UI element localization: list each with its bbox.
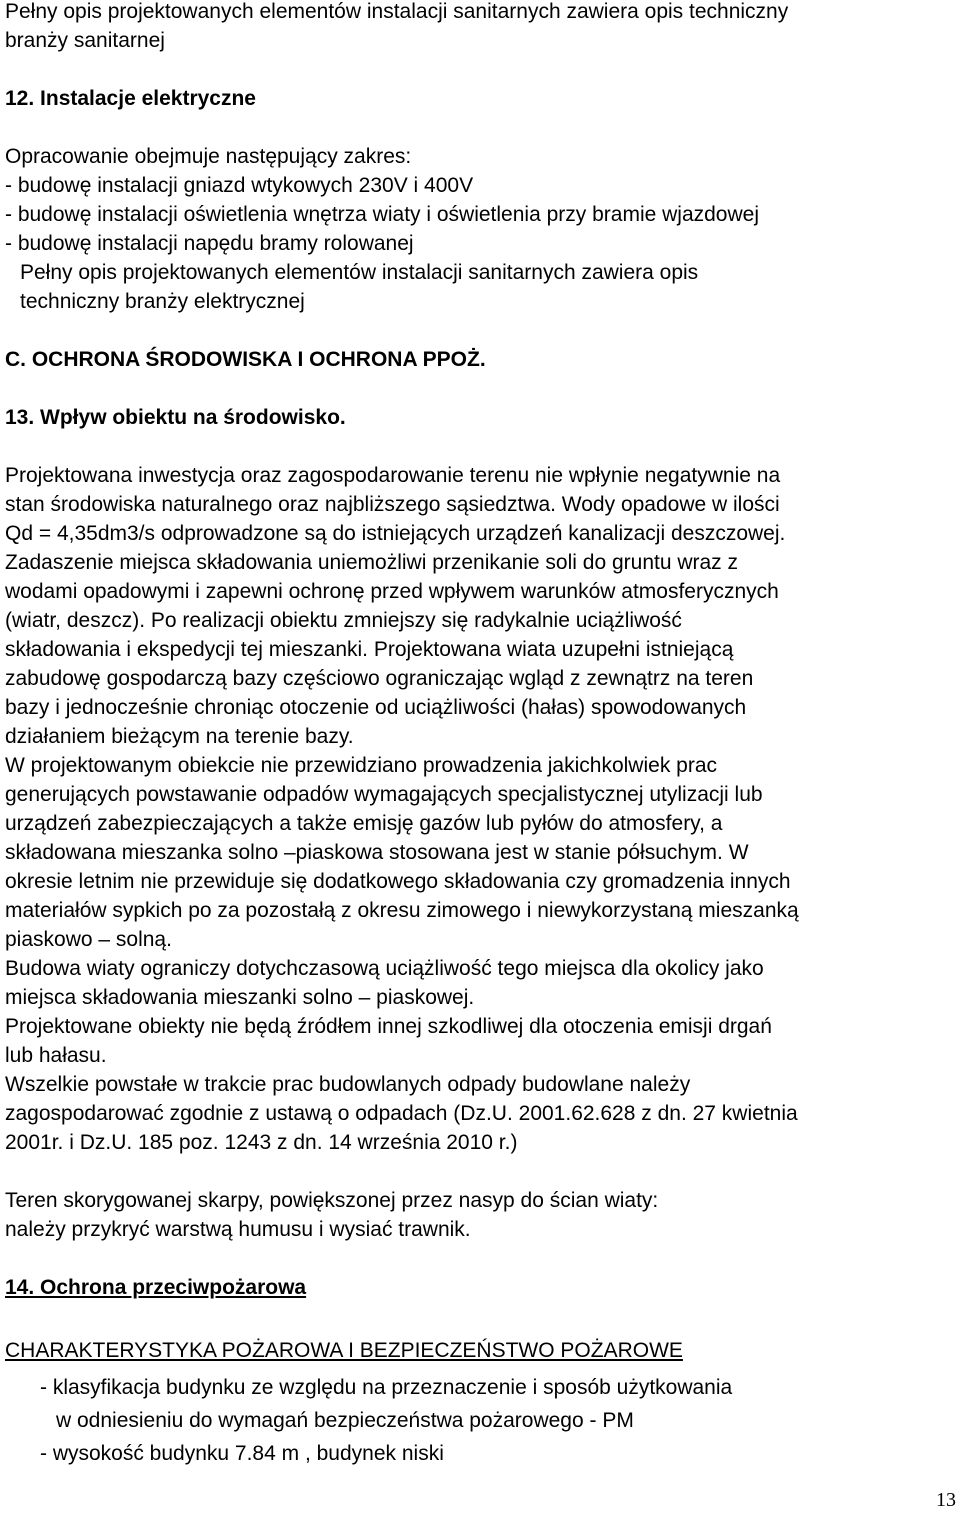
fire-list-item-continuation: w odniesieniu do wymagań bezpieczeństwa pożarowego - PM xyxy=(56,1409,634,1432)
scope-intro: Opracowanie obejmuje następujący zakres: xyxy=(5,145,412,168)
paragraph-line: Budowa wiaty ograniczy dotychczasową uciążliwość tego miejsca dla okolicy jako xyxy=(5,957,764,980)
paragraph-line: zagospodarować zgodnie z ustawą o odpadach (Dz.U. 2001.62.628 z dn. 27 kwietnia xyxy=(5,1102,798,1125)
section-13-heading: 13. Wpływ obiektu na środowisko. xyxy=(5,406,346,429)
section-14-heading: 14. Ochrona przeciwpożarowa xyxy=(5,1276,307,1299)
paragraph-line: urządzeń zabezpieczających a także emisję gazów lub pyłów do atmosfery, a xyxy=(5,812,723,835)
section-c-heading: C. OCHRONA ŚRODOWISKA I OCHRONA PPOŻ. xyxy=(5,348,486,371)
paragraph-line: bazy i jednocześnie chroniąc otoczenie od uciążliwości (hałas) spowodowanych xyxy=(5,696,747,719)
paragraph-line: 2001r. i Dz.U. 185 poz. 1243 z dn. 14 września 2010 r.) xyxy=(5,1131,518,1154)
paragraph-line: Projektowane obiekty nie będą źródłem innej szkodliwej dla otoczenia emisji drgań xyxy=(5,1015,772,1038)
paragraph-line: stan środowiska naturalnego oraz najbliższego sąsiedztwa. Wody opadowe w ilości xyxy=(5,493,780,516)
paragraph-line: Wszelkie powstałe w trakcie prac budowlanych odpady budowlane należy xyxy=(5,1073,691,1096)
paragraph-line: Qd = 4,35dm3/s odprowadzone są do istniejących urządzeń kanalizacji deszczowej. xyxy=(5,522,786,545)
paragraph-line: (wiatr, deszcz). Po realizacji obiektu zmniejszy się radykalnie uciążliwość xyxy=(5,609,682,632)
note-line: Pełny opis projektowanych elementów instalacji sanitarnych zawiera opis xyxy=(20,261,699,284)
terrain-line: należy przykryć warstwą humusu i wysiać trawnik. xyxy=(5,1218,471,1241)
paragraph-line: zabudowę gospodarczą bazy częściowo ograniczając wgląd z zewnątrz na teren xyxy=(5,667,754,690)
paragraph-line: lub hałasu. xyxy=(5,1044,107,1067)
paragraph-line: działaniem bieżącym na terenie bazy. xyxy=(5,725,354,748)
paragraph-line: generujących powstawanie odpadów wymagających specjalistycznej utylizacji lub xyxy=(5,783,763,806)
paragraph-line: składowana mieszanka solno –piaskowa stosowana jest w stanie półsuchym. W xyxy=(5,841,749,864)
paragraph-line: W projektowanym obiekcie nie przewidziano prowadzenia jakichkolwiek prac xyxy=(5,754,718,777)
fire-characteristics-heading: CHARAKTERYSTYKA POŻAROWA I BEZPIECZEŃSTWO POŻAROWE xyxy=(5,1339,683,1362)
fire-list-item: - klasyfikacja budynku ze względu na przeznaczenie i sposób użytkowania xyxy=(40,1376,733,1399)
scope-item: - budowę instalacji oświetlenia wnętrza wiaty i oświetlenia przy bramie wjazdowej xyxy=(5,203,760,226)
intro-line-1: Pełny opis projektowanych elementów instalacji sanitarnych zawiera opis techniczny xyxy=(5,0,789,23)
scope-item: - budowę instalacji napędu bramy rolowanej xyxy=(5,232,414,255)
scope-item: - budowę instalacji gniazd wtykowych 230V i 400V xyxy=(5,174,474,197)
paragraph-line: miejsca składowania mieszanki solno – piaskowej. xyxy=(5,986,475,1009)
paragraph-line: okresie letnim nie przewiduje się dodatkowego składowania czy gromadzenia innych xyxy=(5,870,791,893)
paragraph-line: wodami opadowymi i zapewni ochronę przed wpływem warunków atmosferycznych xyxy=(5,580,779,603)
paragraph-line: materiałów sypkich po za pozostałą z okresu zimowego i niewykorzystaną mieszanką xyxy=(5,899,799,922)
paragraph-line: piaskowo – solną. xyxy=(5,928,172,951)
paragraph-line: Zadaszenie miejsca składowania uniemożliwi przenikanie soli do gruntu wraz z xyxy=(5,551,739,574)
section-12-heading: 12. Instalacje elektryczne xyxy=(5,87,256,110)
page-number: 13 xyxy=(936,1489,956,1511)
intro-line-2: branży sanitarnej xyxy=(5,29,165,52)
note-line: techniczny branży elektrycznej xyxy=(20,290,305,313)
paragraph-line: Projektowana inwestycja oraz zagospodarowanie terenu nie wpłynie negatywnie na xyxy=(5,464,781,487)
fire-list-item: - wysokość budynku 7.84 m , budynek niski xyxy=(40,1442,444,1465)
terrain-line: Teren skorygowanej skarpy, powiększonej przez nasyp do ścian wiaty: xyxy=(5,1189,659,1212)
paragraph-line: składowania i ekspedycji tej mieszanki. Projektowana wiata uzupełni istniejącą xyxy=(5,638,734,661)
